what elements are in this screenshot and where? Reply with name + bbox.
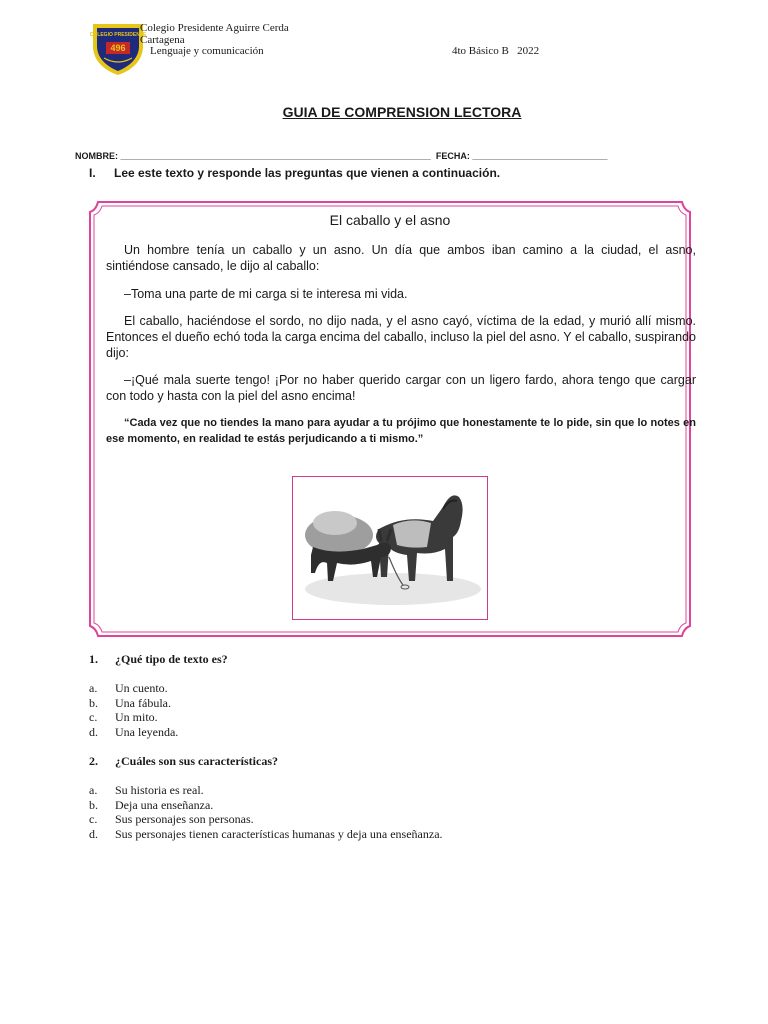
- question-2-number: 2.: [89, 754, 98, 768]
- option-2d[interactable]: d. Sus personajes tienen características humanas y deja una enseñanza.: [89, 826, 443, 841]
- horse-and-donkey-illustration: [292, 476, 488, 620]
- nombre-label: NOMBRE:: [75, 151, 118, 161]
- story-title: El caballo y el asno: [329, 212, 451, 228]
- name-date-form: [75, 151, 608, 161]
- story-paragraph-4: –¡Qué mala suerte tengo! ¡Por no haber querido cargar con un ligero fardo, ahora tengo que cargar con todo y hasta con la piel del asno encima!: [106, 373, 696, 403]
- school-crest-icon: [90, 20, 146, 76]
- question-2-options: [89, 783, 443, 841]
- story-moral: “Cada vez que no tiendes la mano para ayudar a tu prójimo que honestamente te lo pide, sin que lo notes en ese momento, en realidad te estás perjudicando a ti mismo.”: [106, 417, 696, 445]
- instruction-number: I.: [89, 166, 96, 180]
- nombre-field[interactable]: ______________________________________________________________: [120, 151, 431, 161]
- option-1c[interactable]: c. Un mito.: [89, 710, 158, 725]
- subject-label: Lenguaje y comunicación: [150, 45, 264, 57]
- instruction-text: Lee este texto y responde las preguntas que vienen a continuación.: [114, 166, 501, 180]
- story-paragraph-1: Un hombre tenía un caballo y un asno. Un día que ambos iban camino a la ciudad, el asno, sintiéndose cansado, le dijo al caballo:: [106, 243, 696, 273]
- story-paragraph-2: –Toma una parte de mi carga si te interesa mi vida.: [124, 287, 408, 301]
- page-title: GUIA DE COMPRENSION LECTORA: [282, 104, 522, 120]
- question-1-text: ¿Qué tipo de texto es?: [115, 652, 228, 666]
- question-1-number: 1.: [89, 652, 98, 666]
- question-1-options: [89, 681, 178, 739]
- story-paragraph-3: El caballo, haciéndose el sordo, no dijo nada, y el asno cayó, víctima de la edad, y murió allí mismo. Entonces el dueño echó toda la carga encima del caballo, incluso la piel del asno. Y el caballo, suspirando dijo:: [106, 314, 696, 360]
- question-2: [89, 754, 278, 769]
- option-1d[interactable]: d. Una leyenda.: [89, 724, 179, 739]
- grade-label: 4to Básico B 2022: [452, 45, 540, 57]
- crest-number: 496: [110, 43, 126, 53]
- option-2b[interactable]: b. Deja una enseñanza.: [89, 797, 214, 812]
- option-2a[interactable]: a. Su historia es real.: [89, 783, 204, 797]
- school-name-line2: Cartagena: [140, 34, 185, 46]
- fecha-field[interactable]: ___________________________: [472, 151, 608, 161]
- crest-top-text: COLEGIO PRESIDENTE: [90, 32, 146, 38]
- option-2c[interactable]: c. Sus personajes son personas.: [89, 812, 254, 827]
- question-1: [89, 652, 228, 667]
- question-2-text: ¿Cuáles son sus características?: [115, 754, 278, 768]
- option-1a[interactable]: a. Un cuento.: [89, 681, 168, 695]
- school-name: [140, 22, 289, 46]
- fecha-label: FECHA:: [435, 151, 470, 161]
- school-name-line1: Colegio Presidente Aguirre Cerda: [140, 22, 289, 34]
- option-1b[interactable]: b. Una fábula.: [89, 695, 171, 710]
